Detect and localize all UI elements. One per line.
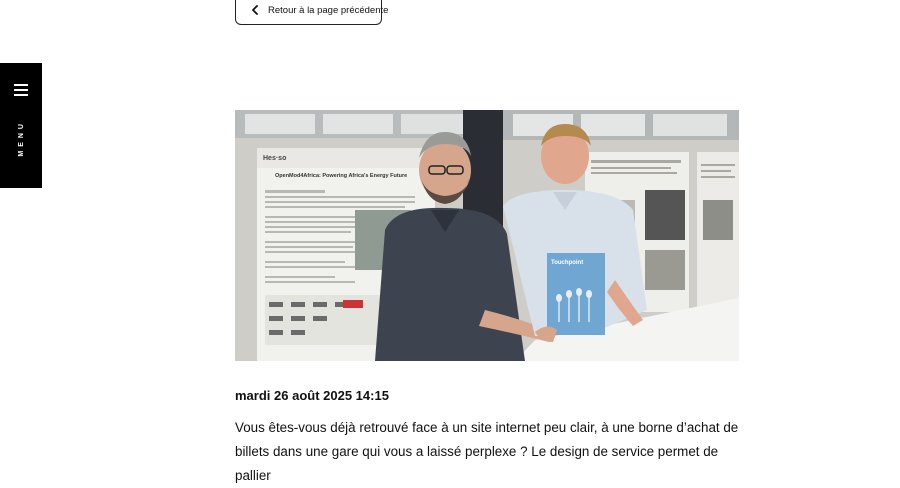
hamburger-icon xyxy=(14,84,28,96)
hero-image xyxy=(235,110,739,361)
back-button-label: Retour à la page précédente xyxy=(268,4,389,16)
poster-title: OpenMod4Africa: Powering Africa's Energy Future xyxy=(275,173,408,179)
menu-tab[interactable] xyxy=(0,63,42,188)
poster-brand: Hes·so xyxy=(263,155,287,162)
article-body: Vous êtes-vous déjà retrouvé face à un site internet peu clair, à une borne d’achat de billets dans une gare qui vous a laissé perplexe ? Le design de service permet de pallier xyxy=(235,420,739,483)
chevron-left-icon xyxy=(248,3,262,17)
book-title: Touchpoint xyxy=(551,260,584,266)
menu-label: MENU xyxy=(17,120,25,157)
article-date: mardi 26 août 2025 14:15 xyxy=(235,388,389,403)
back-button[interactable] xyxy=(235,0,389,25)
hero-photo xyxy=(235,110,739,361)
